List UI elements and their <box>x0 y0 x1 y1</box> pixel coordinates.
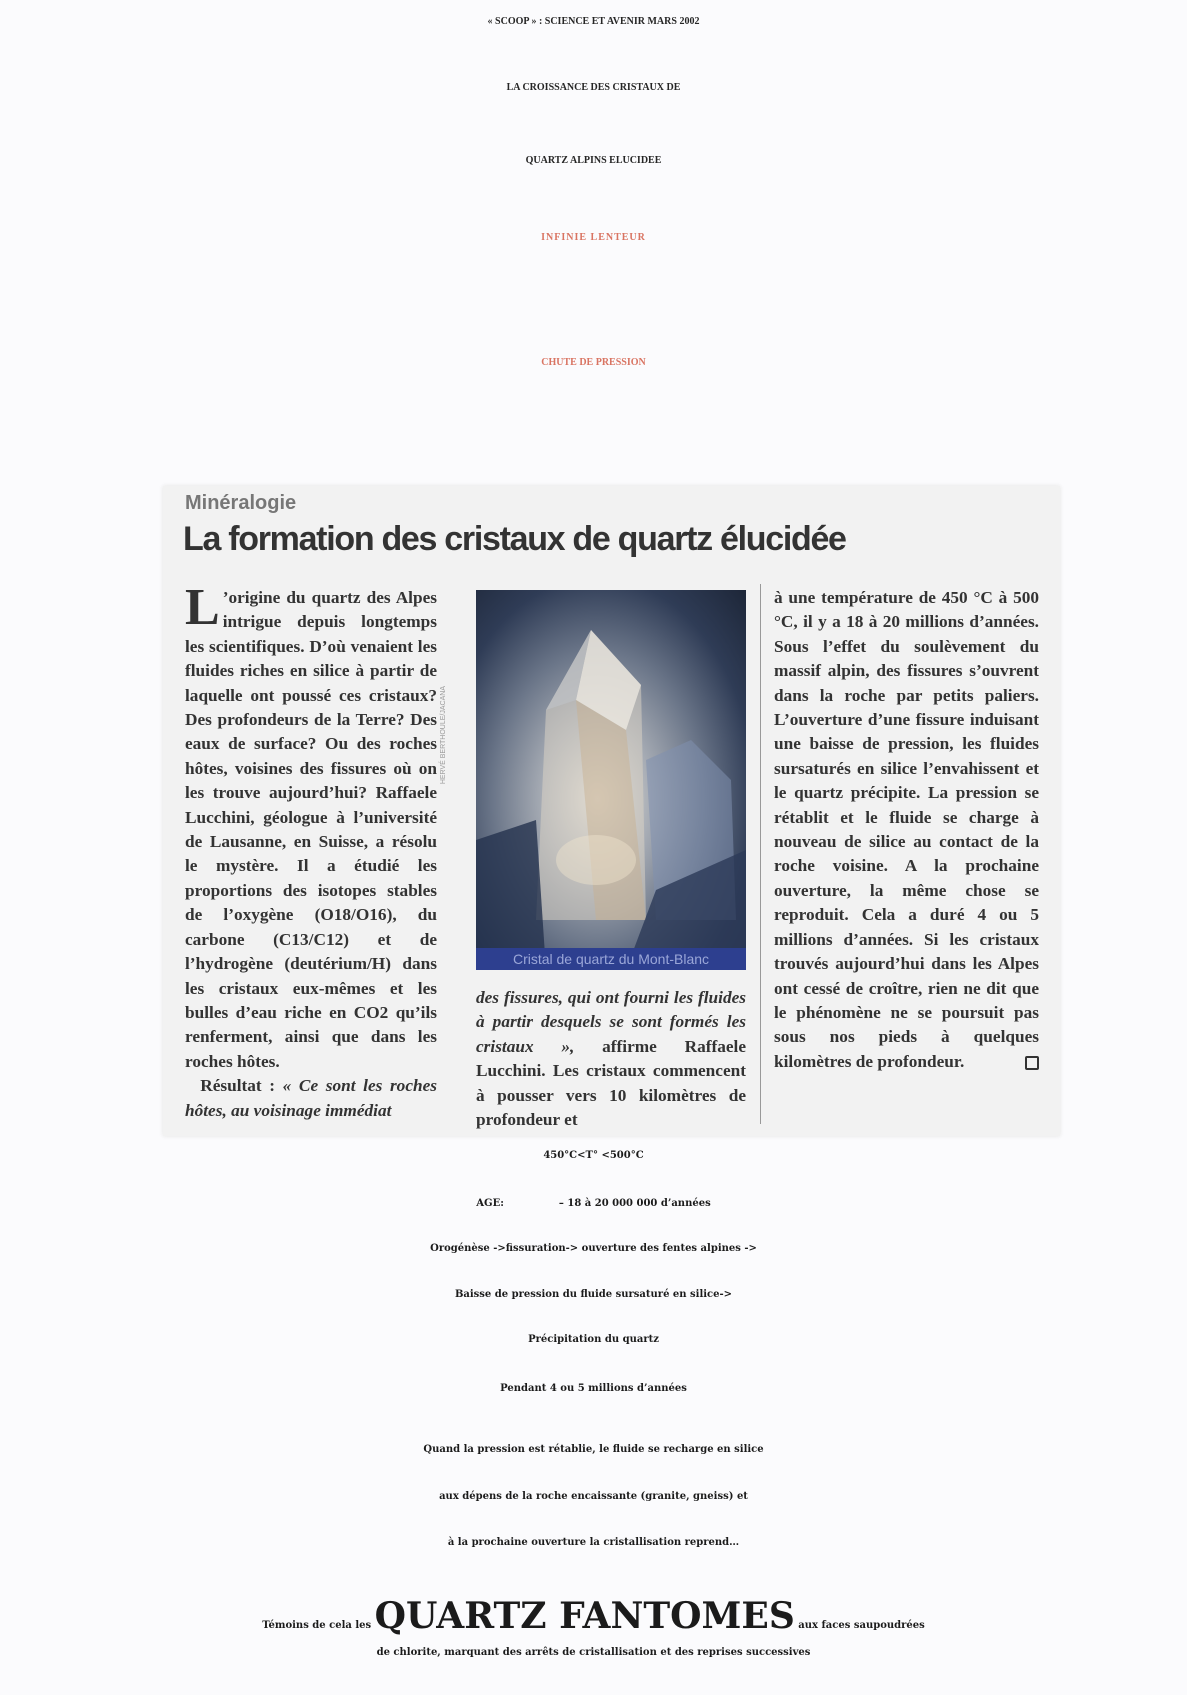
article-headline: La formation des cristaux de quartz élucidée <box>183 520 846 558</box>
column-2-quote: des fissures, qui ont fourni les fluides à partir desquels se sont formés les cristaux », <box>476 988 746 1056</box>
summary-line-chlorite: de chlorite, marquant des arrêts de cristallisation et des reprises successives <box>376 1647 811 1658</box>
crystal-illustration <box>476 590 746 970</box>
title-line-1: LA CROISSANCE DES CRISTAUX DE <box>506 82 681 93</box>
end-mark-icon <box>1025 1056 1039 1070</box>
summary-line-pression: Baisse de pression du fluide sursaturé en silice-> <box>454 1289 733 1300</box>
source-line: « SCOOP » : SCIENCE ET AVENIR MARS 2002 <box>487 16 700 27</box>
quartz-crystal-photo <box>476 590 746 970</box>
column-2-text: affirme Raffaele Lucchini. Les cristaux commencent à pousser vers 10 kilomètres de profondeur et <box>476 1036 747 1130</box>
column-3-text: à une température de 450 °C à 500 °C, il y a 18 à 20 millions d’années. Sous l’effet du soulèvement du massif alpin, des fissures s’ouvrent dans la roche par petits paliers. L’ouverture d’une fissure induisant une baisse de pression, les fluides sursaturés en silice l’envahissent et le quartz précipite. La pression se rétablit et le fluide se charge à nouveau de silice au contact de la roche voisine. A la prochaine ouverture, la même chose se reproduit. Cela a duré 4 ou 5 millions d’années. Si les cristaux trouvés aujourd’hui dans les Alpes ont cessé de croître, rien ne dit que le phénomène ne se poursuit pas sous nos pieds à quelques kilomètres de profondeur. <box>774 588 1039 1071</box>
age-value: – 18 à 20 000 000 d’années <box>558 1198 711 1209</box>
article-column-3 <box>774 586 1039 1074</box>
result-label: Résultat : <box>200 1076 276 1096</box>
photo-caption: Cristal de quartz du Mont-Blanc <box>476 948 746 970</box>
age-label: AGE: <box>476 1198 504 1209</box>
article-column-2 <box>476 986 746 1132</box>
summary-line-temoins <box>0 1595 1187 1637</box>
age-line <box>0 1198 1187 1209</box>
temperature-range: 450°C<T° <500°C <box>543 1150 644 1161</box>
article-clipping <box>163 486 1060 1136</box>
summary-line-orogenese: Orogénèse ->fissuration-> ouverture des fentes alpines -> <box>430 1243 757 1254</box>
column-divider <box>760 584 761 1124</box>
result-quote: « Ce sont les roches hôtes, au voisinage immédiat <box>185 1076 437 1120</box>
summary-line-roche: aux dépens de la roche encaissante (granite, gneiss) et <box>439 1491 748 1502</box>
summary-line-reprise: à la prochaine ouverture la cristallisation reprend… <box>447 1537 740 1548</box>
summary-line-precipitation: Précipitation du quartz <box>528 1334 659 1345</box>
temoins-text-a: Témoins de cela les <box>262 1620 375 1631</box>
drop-cap: L <box>185 579 220 636</box>
photo-credit: HERVÉ BERTHOULE/JACANA <box>440 686 447 785</box>
summary-line-recharge: Quand la pression est rétablie, le fluide se recharge en silice <box>423 1444 764 1455</box>
summary-line-duration: Pendant 4 ou 5 millions d’années <box>500 1383 687 1394</box>
temoins-text-b: aux faces saupoudrées <box>794 1620 925 1631</box>
headline-1: INFINIE LENTEUR <box>541 232 646 243</box>
column-1-text: ’origine du quartz des Alpes intrigue depuis longtemps les scientifiques. D’où venaient les fluides riches en silice à partir de laquelle ont poussé ces cristaux? Des profondeurs de la Terre? Des eaux de surface? Ou des roches hôtes, voisines des fissures où on les trouve aujourd’hui? Raffaele Lucchini, géologue à l’université de Lausanne, en Suisse, a résolu le mystère. Il a étudié les proportions des isotopes stables de l’oxygène (O18/O16), du carbone (C13/C12) et de l’hydrogène (deutérium/H) dans les cristaux eux-mêmes et les bulles d’eau riche en CO2 qu’ils renferment, ainsi que dans les roches hôtes. <box>185 588 437 1071</box>
title-line-2: QUARTZ ALPINS ELUCIDEE <box>525 155 662 166</box>
quartz-fantomes: QUARTZ FANTOMES <box>374 1595 795 1637</box>
article-kicker: Minéralogie <box>185 492 297 514</box>
article-column-1 <box>185 579 437 1123</box>
headline-2: CHUTE DE PRESSION <box>541 357 646 368</box>
